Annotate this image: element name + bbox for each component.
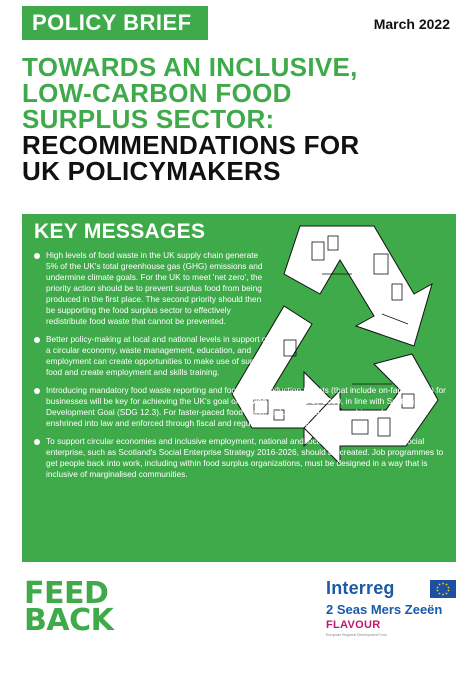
list-item: Introducing mandatory food waste reporting and food waste reduction targets (that include on-farm waste) for businesses will be key for achieving the UK's goal of halving food waste by 2030, in line with Sustainable Development Goal (SDG 12.3). For faster-paced food waste reduction, the food use hierarchy should be enshrined into law and enforced through fiscal and regulatory measures. [32,385,448,429]
title-line-4: RECOMMENDATIONS FOR [22,130,360,160]
feedback-logo [24,576,114,638]
policy-brief-tag: POLICY BRIEF [22,6,208,40]
feedback-logo-line-1: FEED [24,576,109,611]
key-messages-panel [22,214,456,562]
list-item: To support circular economies and inclusive employment, national and local strategies to support social enterprise, such as Scotland's Social Enterprise Strategy 2016-2026, should be created. Job programmes to get people back into work, including within food surplus organizations, must be designed in a way that is inclusive of marginalised communities. [32,436,448,480]
title-line-1: TOWARDS AN INCLUSIVE, [22,52,358,82]
key-messages-heading: KEY MESSAGES [34,220,206,243]
interreg-logo [326,578,456,637]
list-item: High levels of food waste in the UK supply chain generate 5% of the UK's total greenhouse gas (GHG) emissions and undermine climate goals. For the UK to meet 'net zero', the priority action should be to prevent surplus food from being produced in the first place. The second priority should then be supporting the food surplus sector to effectively redistribute food waste that cannot be prevented. [32,250,270,327]
publication-date: March 2022 [373,16,450,32]
interreg-brand: Interreg [326,578,395,598]
key-messages-list [32,250,448,487]
title-line-2: LOW-CARBON FOOD [22,78,292,108]
page-title [22,54,462,184]
feedback-logo-line-2: BACK [24,603,114,638]
title-line-3: SURPLUS SECTOR: [22,104,275,134]
funding-fine-print: European Regional Development Fund [326,633,387,637]
list-item: Better policy-making at local and national levels in support of a circular economy, waste management, education, and employment can create opportunities to make use of surplus food and create employment and skills training. [32,334,270,378]
interreg-region: 2 Seas Mers Zeeën [326,602,443,617]
eu-flag-icon [430,580,456,598]
title-line-5: UK POLICYMAKERS [22,156,281,186]
flavour-project-name: FLAVOUR [326,619,381,631]
